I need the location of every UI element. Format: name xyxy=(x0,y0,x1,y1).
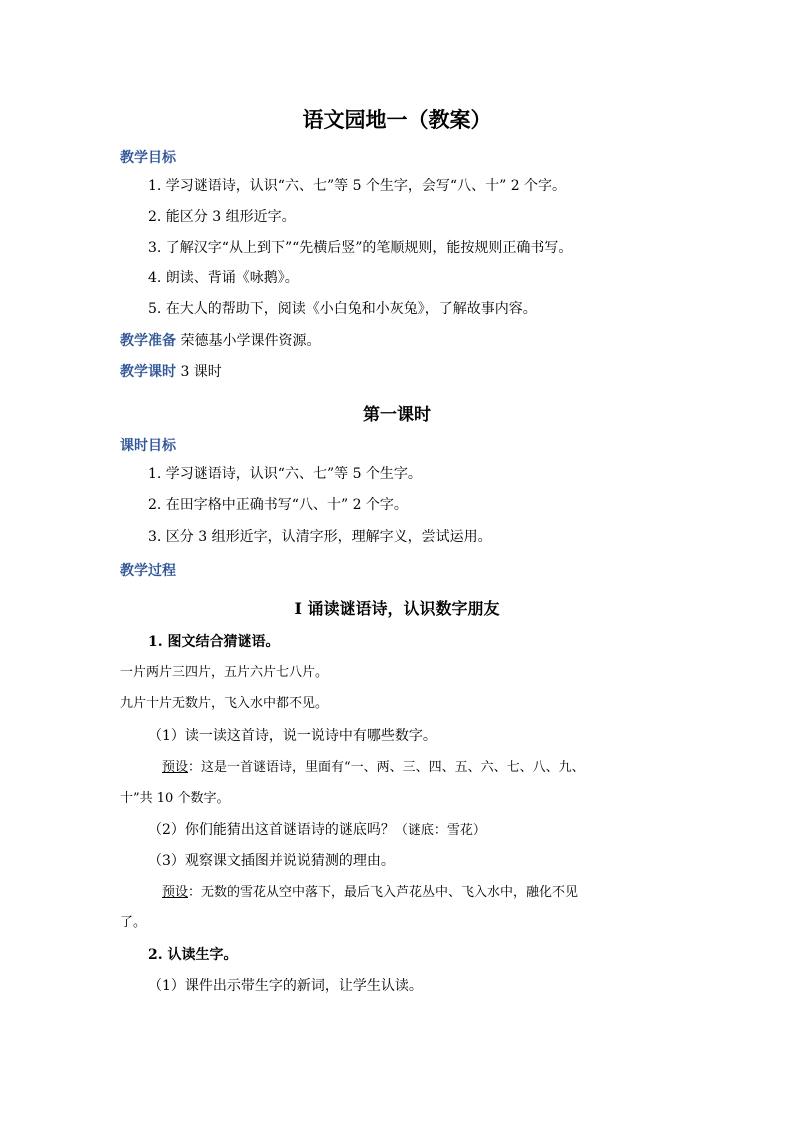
teaching-prep-row xyxy=(120,332,320,350)
lesson-goal-2: 2. 在田字格中正确书写“八、十” 2 个字。 xyxy=(148,497,408,513)
teaching-goals-heading: 教学目标 xyxy=(120,150,176,166)
poem-line-1: 一片两片三四片，五片六片七八片。 xyxy=(120,665,329,680)
lesson-goal-1: 1. 学习谜语诗，认识“六、七”等 5 个生字。 xyxy=(148,466,422,482)
lesson-goals-heading: 课时目标 xyxy=(120,438,176,454)
goal-item-1: 1. 学习谜语诗，认识“六、七”等 5 个生字，会写“八、十” 2 个字。 xyxy=(148,178,567,194)
preset-answer-3-text: ：无数的雪花从空中落下，最后飞入芦花丛中、飞入水中，融化不见 xyxy=(188,885,579,900)
step1-question-3: （3）观察课文插图并说说猜测的理由。 xyxy=(148,853,395,869)
preset-label: 预设 xyxy=(162,760,189,775)
preset-answer-3-cont: 了。 xyxy=(120,915,147,930)
section-title: Ⅰ 诵读谜语诗，认识数字朋友 xyxy=(294,599,500,618)
step1-question-2-text: （2）你们能猜出这首谜语诗的谜底吗？ xyxy=(148,822,395,838)
preset-label: 预设 xyxy=(162,885,189,900)
goal-item-5: 5. 在大人的帮助下，阅读《小白兔和小灰兔》，了解故事内容。 xyxy=(148,301,537,317)
teaching-hours-label: 教学课时 xyxy=(120,364,176,380)
lesson-goal-3: 3. 区分 3 组形近字，认清字形，理解字义，尝试运用。 xyxy=(148,529,492,545)
preset-answer-3 xyxy=(162,884,578,902)
goal-item-3: 3. 了解汉字“从上到下”“先横后竖”的笔顺规则，能按规则正确书写。 xyxy=(148,240,573,256)
teaching-hours-row xyxy=(120,363,222,381)
preset-answer-1-cont: 十”共 10 个数字。 xyxy=(120,791,230,806)
teaching-prep-text: 荣德基小学课件资源。 xyxy=(180,333,321,349)
step1-label: 1. 图文结合猜谜语。 xyxy=(148,634,280,650)
goal-item-2: 2. 能区分 3 组形近字。 xyxy=(148,209,296,225)
step1-question-2 xyxy=(148,821,486,840)
step2-label: 2. 认读生字。 xyxy=(148,947,238,963)
teaching-hours-text: 3 课时 xyxy=(180,364,222,380)
teaching-process-heading: 教学过程 xyxy=(120,563,176,579)
goal-item-4: 4. 朗读、背诵《咏鹅》。 xyxy=(148,270,299,286)
teaching-prep-label: 教学准备 xyxy=(120,333,176,349)
lesson1-title: 第一课时 xyxy=(363,405,431,425)
document-title: 语文园地一（教案） xyxy=(302,107,492,132)
preset-answer-1-text: ：这是一首谜语诗，里面有“一、两、三、四、五、六、七、八、九、 xyxy=(188,760,585,775)
preset-answer-1 xyxy=(162,759,585,777)
riddle-answer: （谜底：雪花） xyxy=(394,823,486,838)
step1-question-1: （1）读一读这首诗，说一说诗中有哪些数字。 xyxy=(148,728,437,744)
step2-question-1: （1）课件出示带生字的新词，让学生认读。 xyxy=(148,978,423,994)
poem-line-2: 九片十片无数片，飞入水中都不见。 xyxy=(120,696,329,711)
